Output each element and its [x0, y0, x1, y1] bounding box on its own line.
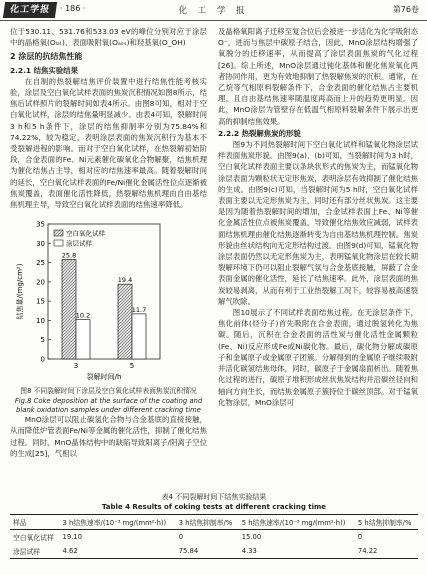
y-tick-label: 0: [40, 355, 45, 364]
bar-chart: [10, 214, 207, 384]
table-cell: 0: [357, 533, 363, 541]
table-cell: 涂层试样: [13, 548, 41, 556]
bar-data-label: 11.7: [131, 306, 147, 315]
table-cell: 75.84: [178, 547, 199, 555]
body-paragraph: 图10展示了不同试样表面结焦过程。在无涂层条件下，焦化前体(烃分子)首先吸附在合金表面，通过脱氢转化为焦碳。随后，沉积在合金表面的活性炭与催化活性金属颗粒(Fe、Ni)反应形成Fe或Ni碳化物。最后，碳化物分解成碳原子和金属原子或金属原子团簇。分解得到的金属原子继续吸附并活化碳氢结焦母体，同时，碳原子于金属扇面析出。随着焦化过程的进行，碳原子堆积形成丝状焦炭结构并沿碳丝径向和轴向方向生长，而结焦金属原子簇持位于碳丝顶部。对于锰氧化物涂层，MnO涂层可: [218, 308, 418, 407]
x-axis-label: 裂解时间/h: [86, 373, 122, 382]
subsection-title: 2.2.2 热裂解焦炭的形貌: [218, 128, 301, 138]
body-paragraph: 图9为不同热裂解时间下空白氧化试样和锰氧化物涂层试样表面焦炭形貌。由图9(a)、(b)可知，当裂解时间为3 h时，空白氧化试样表面主要以条块状形式的焦炭为主，而锰氧化物涂层表面为颗粒状无定形焦炭，表明涂层有效抑制了催化结焦的生成。由图9(c)可知，当裂解时间为5 h时，空白氧化试样表面主要以无定形焦炭为主，同时还有部分丝状焦炭。这主要是因为随着热裂解时间的增加，合金试样表面上Fe、Ni等催化金属活性位点被焦炭覆盖，导致催化结焦效应减弱，试样表面结焦机理由催化结焦逐渐转变为自由基结焦机理控制。焦炭形貌由丝状结构向无定形结构过渡。由图9(d)可知，锰氧化物涂层表面仍然以无定形焦炭为主，表明锰氧化物涂层在较长期裂解环境下仍可以阻止裂解气氛与合金基底接触，屏蔽了合金表面金属的催化活性，延长了结焦速率。此外，涂层表面的焦炭较易剥离，从而有利于工业热裂解工况下，较容易被高速裂解气吹除。: [218, 140, 418, 306]
x-tick-label: 5: [129, 362, 135, 371]
legend-swatch: [54, 240, 63, 246]
body-paragraph: 及晶格氧阳离子迁移至复合位后会被进一步活化为化学吸附态O⁻，进而与焦层中碳原子结合，因此，MnO涂层结构增强了氧脱分的迁移速率，从而提高了涂层表面焦炭的气化过程[26]。综上所述，MnO涂层通过钝化基体和催化焦炭氧化两者协同作用，更为有效地抑制了热裂解焦炭的沉积。通常，在乙烷等气相原料裂解条件下，合金表面的催化结焦占主要机理，且自由基结焦速率随温度再高而上升的趋势更明显。因此，MnO涂层为管壁存在低温气相原料裂解条件下展示出更高的抑制结焦效果。: [218, 27, 418, 126]
table-row: [10, 544, 418, 559]
legend-label: 空白氧化试样: [66, 229, 105, 238]
results-table: [10, 514, 418, 559]
bar: [132, 314, 146, 359]
legend-label: 涂层试样: [66, 239, 92, 248]
figure-caption-en: Fig.8 Coke deposition at the surface of the coating and blank oxidation samples under different cracking time: [14, 396, 203, 415]
bar-data-label: 10.2: [75, 311, 91, 320]
table-header-cell: 3 h结焦速率/(10⁻³ mg/(mm²·h)): [62, 519, 167, 527]
bar-data-label: 19.4: [117, 276, 133, 285]
page-header: [0, 0, 427, 21]
table-cell: 4.33: [241, 547, 257, 555]
bar-data-label: 25.8: [61, 251, 77, 260]
y-tick-label: 15: [36, 297, 45, 306]
table-header-cell: 5 h结焦抑制率/%: [357, 519, 412, 527]
subsection-title: 2.2.1 结焦实验结果: [10, 65, 78, 75]
bar: [118, 284, 132, 359]
table-cell: 空白氧化试样: [13, 534, 54, 542]
table-cell: 19.10: [62, 533, 83, 541]
y-tick-label: 25: [36, 259, 45, 268]
section-title: 2 涂层的抗结焦性能: [10, 52, 83, 62]
y-tick-label: 10: [36, 317, 45, 326]
table-cell: 74.22: [357, 547, 378, 555]
table-header-cell: 3 h结焦抑制率/%: [178, 519, 233, 527]
page-number: · 186 ·: [60, 4, 86, 13]
volume-label: 第76卷: [392, 5, 419, 14]
figure-8: [10, 214, 207, 415]
table-cell: 0: [178, 533, 184, 541]
journal-logo: 化工学报: [3, 2, 57, 18]
table-cell: 4.62: [62, 547, 78, 555]
table-4: [10, 492, 418, 559]
bar: [76, 320, 90, 359]
x-tick-label: 3: [73, 362, 79, 371]
left-column: [10, 26, 207, 459]
journal-title: 化 工 学 报: [178, 6, 249, 16]
y-tick-label: 35: [36, 220, 45, 229]
table-header-cell: 样品: [13, 519, 27, 527]
intro-paragraph: 位于530.11、531.76和533.03 eV的峰位分别对应于涂层中的晶格氧(Oₗₐₜ)、表面吸附氧(Oₐₒₛ)和羟基氧(O_OH): [10, 27, 207, 48]
table-caption-en: Table 4 Results of coking tests at different cracking time: [101, 503, 327, 511]
figure-caption-zh: 图8 不同裂解时间下涂层及空白氧化试样表面焦炭沉积情况: [20, 387, 197, 396]
bar: [62, 260, 76, 360]
right-column: [218, 26, 418, 408]
table-caption-zh: 表4 不同裂解时间下结焦实验结果: [161, 493, 267, 501]
y-tick-label: 20: [36, 278, 45, 287]
table-header-row: [10, 515, 418, 530]
y-tick-label: 30: [36, 240, 45, 249]
table-row: [10, 530, 418, 545]
table-cell: 15.00: [241, 533, 262, 541]
y-axis-label: 结焦量/(mg/cm²): [16, 263, 24, 320]
legend-swatch: [54, 230, 63, 236]
y-tick-label: 5: [40, 336, 45, 345]
body-paragraph: MnO涂层可以阻止碳氢化合物与合金基底的直接接触，从而降低炉管表面Fe/Ni等金属的催化活性，抑制了催化结焦过程。同时，MnO晶体结构中的缺陷导致阳离子/阴离子空位的生成[25]，气相以: [10, 415, 207, 458]
body-paragraph: 在自制的热裂解结焦评价装置中进行结焦性能考核实验，涂层及空白氧化试样表面的焦炭沉积情况如图8所示，结焦后试样照片的裂解时间如表4所示。由图8可知，相对于空白氧化试样，涂层的结焦量明显减少。由表4可知，裂解时间3 h和5 h条件下，涂层的结焦抑制率分别为75.84%和74.22%，较为稳定，表明涂层表面的焦炭沉积行为基本不受裂解进程的影响。而对于空白氧化试样，在热裂解初始阶段，合金表面的Fe、Ni元素催化碳氧化合物解聚，结焦机理为催化结焦占主导，相对应的结焦速率最高。随着裂解时间的延长，空白氧化试样表面的Fe/Ni催化金属活性位点逐渐被焦炭覆盖，表面催化活性降低，热裂解结焦机理由自由基结焦机理主导，导致空白氧化试样表面的结焦速率降低。: [10, 76, 207, 210]
table-header-cell: 5 h结焦速率/(10⁻³ mg/(mm²·h)): [241, 519, 346, 527]
